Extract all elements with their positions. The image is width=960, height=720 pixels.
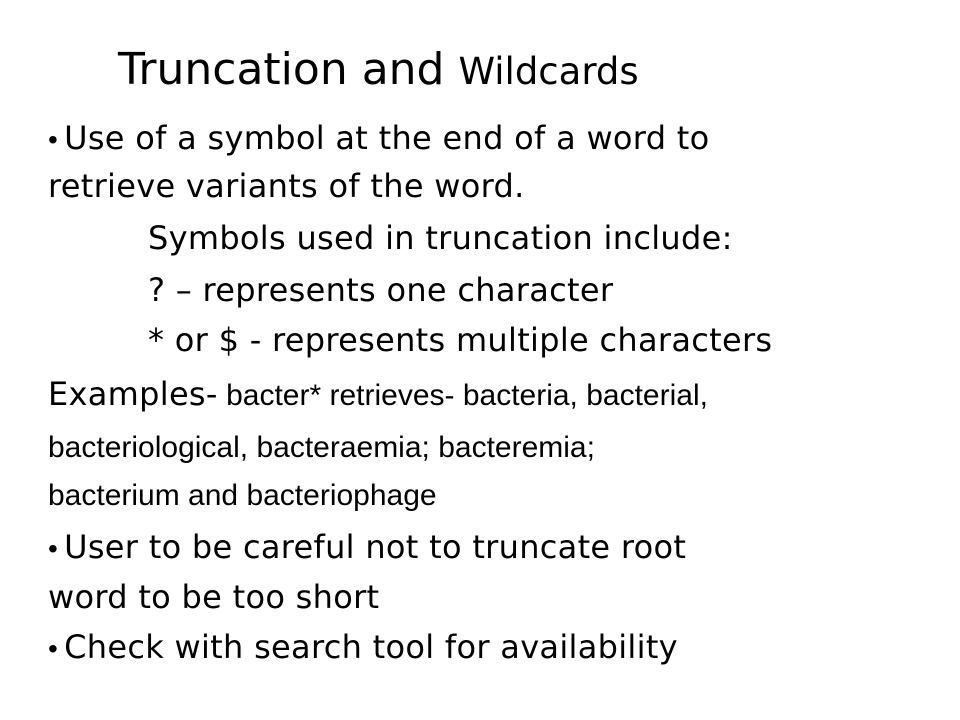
bullet-1-line-2: retrieve variants of the word. bbox=[48, 167, 525, 205]
symbols-heading: Symbols used in truncation include: bbox=[148, 219, 733, 257]
bullet-3-line-1: • Check with search tool for availability bbox=[48, 628, 678, 666]
examples-text-1: bacter* retrieves- bacteria, bacterial, bbox=[217, 379, 708, 412]
examples-label: Examples- bbox=[48, 375, 218, 413]
slide-title bbox=[118, 42, 639, 100]
title-truncation-and: Truncation and bbox=[118, 44, 445, 95]
title-wildcards: Wildcards bbox=[458, 50, 639, 93]
bullet-marker: • bbox=[48, 124, 59, 155]
examples-line-3: bacterium and bacteriophage bbox=[48, 479, 437, 512]
bullet-2-line-1: • User to be careful not to truncate root bbox=[48, 528, 687, 566]
bullet-marker: • bbox=[48, 533, 59, 564]
examples-line-1 bbox=[48, 374, 708, 416]
bullet-1-line-1: • Use of a symbol at the end of a word to bbox=[48, 119, 710, 157]
examples-line-2: bacteriological, bacteraemia; bacteremia; bbox=[48, 431, 595, 464]
symbol-question-mark: ? – represents one character bbox=[148, 271, 614, 309]
symbol-star-dollar: * or $ - represents multiple characters bbox=[148, 321, 773, 359]
bullet-marker: • bbox=[48, 633, 59, 664]
bullet-2-line-2: word to be too short bbox=[48, 578, 380, 616]
